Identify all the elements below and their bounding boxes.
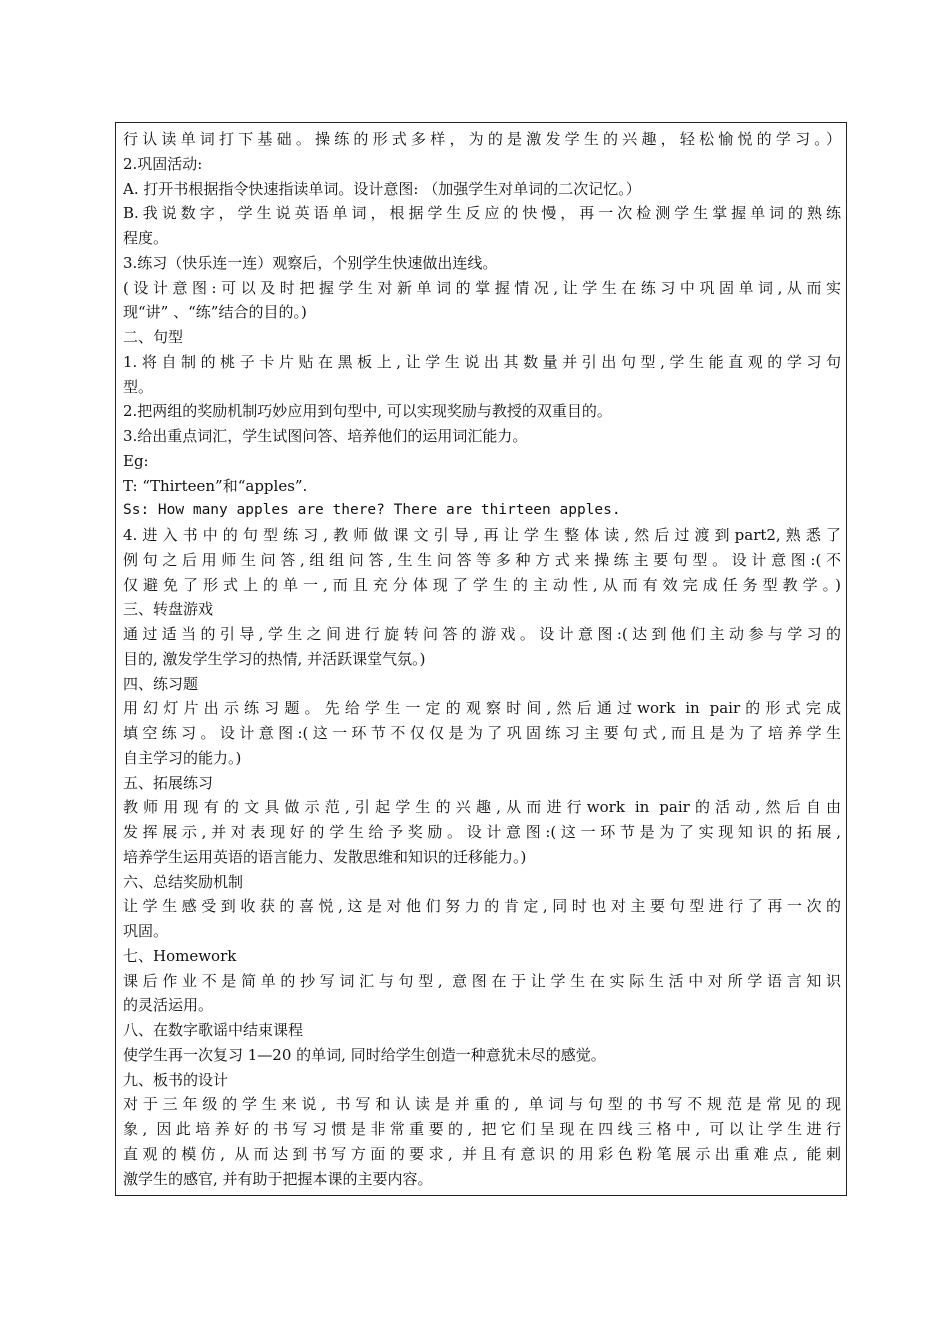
text-line: 型。 <box>123 377 154 396</box>
text-line: 自主学习的能力。) <box>123 748 242 767</box>
text-line: 培养学生运用英语的语言能力、发散思维和知识的迁移能力。) <box>123 847 527 866</box>
text-line: 使学生再一次复习 1—20 的单词, 同时给学生创造一种意犹未尽的感觉。 <box>123 1045 606 1064</box>
text-line: 五、拓展练习 <box>123 773 214 792</box>
text-line: 七、Homework <box>123 946 237 965</box>
text-line: 4.进入书中的句型练习,教师做课文引导,再让学生整体读,然后过渡到part2,熟悉了 <box>123 526 841 544</box>
text-line: 教师用现有的文具做示范,引起学生的兴趣,从而进行work in pair的活动,然后自由 <box>123 798 841 817</box>
text-line: 行认读单词打下基础。操练的形式多样，为的是激发学生的兴趣，轻松愉悦的学习。） <box>123 130 841 148</box>
text-line: 通过适当的引导,学生之间进行旋转问答的游戏。设计意图:(达到他们主动参与学习的 <box>123 625 841 643</box>
text-line: 发挥展示,并对表现好的学生给予奖励。设计意图:(这一环节是为了实现知识的拓展, <box>123 823 841 841</box>
text-line: 的灵活运用。 <box>123 996 214 1015</box>
text-line: 用幻灯片出示练习题。先给学生一定的观察时间,然后通过work in pair的形式完成 <box>123 699 841 718</box>
text-line: 现“讲” 、“练”结合的目的。) <box>123 303 307 322</box>
text-line: 直观的模仿, 从而达到书写方面的要求, 并且有意识的用彩色粉笔展示出重难点, 能刺 <box>123 1144 841 1163</box>
text-line: A. 打开书根据指令快速指读单词。设计意图: （加强学生对单词的二次记忆。） <box>123 179 641 198</box>
text-line: Eg: <box>123 451 149 470</box>
text-line: 课后作业不是简单的抄写词汇与句型, 意图在于让学生在实际生活中对所学语言知识 <box>123 971 841 990</box>
text-line: 1.将自制的桃子卡片贴在黑板上,让学生说出其数量并引出句型,学生能直观的学习句 <box>123 352 841 371</box>
text-line: T: “Thirteen”和“apples”. <box>123 476 308 495</box>
text-line: 对于三年级的学生来说, 书写和认读是并重的, 单词与句型的书写不规范是常见的现 <box>123 1095 841 1114</box>
text-line: Ss: How many apples are there? There are thirteen apples. <box>123 502 621 519</box>
text-line: 3.练习（快乐连一连）观察后，个别学生快速做出连线。 <box>123 253 498 272</box>
text-line: 2.巩固活动: <box>123 154 203 173</box>
text-line: 象, 因此培养好的书写习惯是非常重要的, 把它们呈现在四线三格中, 可以让学生进行 <box>123 1120 841 1138</box>
text-line: 例句之后用师生问答,组组问答,生生问答等多种方式来操练主要句型。设计意图:(不 <box>123 550 841 569</box>
text-line: 让学生感受到收获的喜悦,这是对他们努力的肯定,同时也对主要句型进行了再一次的 <box>123 897 841 916</box>
text-line: 目的, 激发学生学习的热情, 并活跃课堂气氛。) <box>123 649 426 668</box>
text-line: 四、练习题 <box>123 674 199 693</box>
text-line: 八、在数字歌谣中结束课程 <box>123 1021 304 1039</box>
text-line: 九、板书的设计 <box>123 1070 229 1089</box>
text-line: 2.把两组的奖励机制巧妙应用到句型中, 可以实现奖励与教授的双重目的。 <box>123 402 612 421</box>
text-line: 六、总结奖励机制 <box>123 872 244 891</box>
text-line: 巩固。 <box>123 922 169 940</box>
text-line: 3.给出重点词汇，学生试图问答、培养他们的运用词汇能力。 <box>123 427 528 445</box>
text-line: 二、句型 <box>123 328 184 346</box>
text-line: 程度。 <box>123 229 169 247</box>
text-line: B.我说数字，学生说英语单词，根据学生反应的快慢，再一次检测学生掌握单词的熟练 <box>123 204 841 223</box>
text-line: 激学生的感官, 并有助于把握本课的主要内容。 <box>123 1169 433 1188</box>
text-line: (设计意图:可以及时把握学生对新单词的掌握情况,让学生在练习中巩固单词,从而实 <box>123 278 841 297</box>
text-line: 三、转盘游戏 <box>123 600 214 619</box>
text-line: 仅避免了形式上的单一,而且充分体现了学生的主动性,从而有效完成任务型教学。) <box>123 575 841 594</box>
text-line: 填空练习。设计意图:(这一环节不仅仅是为了巩固练习主要句式,而且是为了培养学生 <box>123 724 841 742</box>
